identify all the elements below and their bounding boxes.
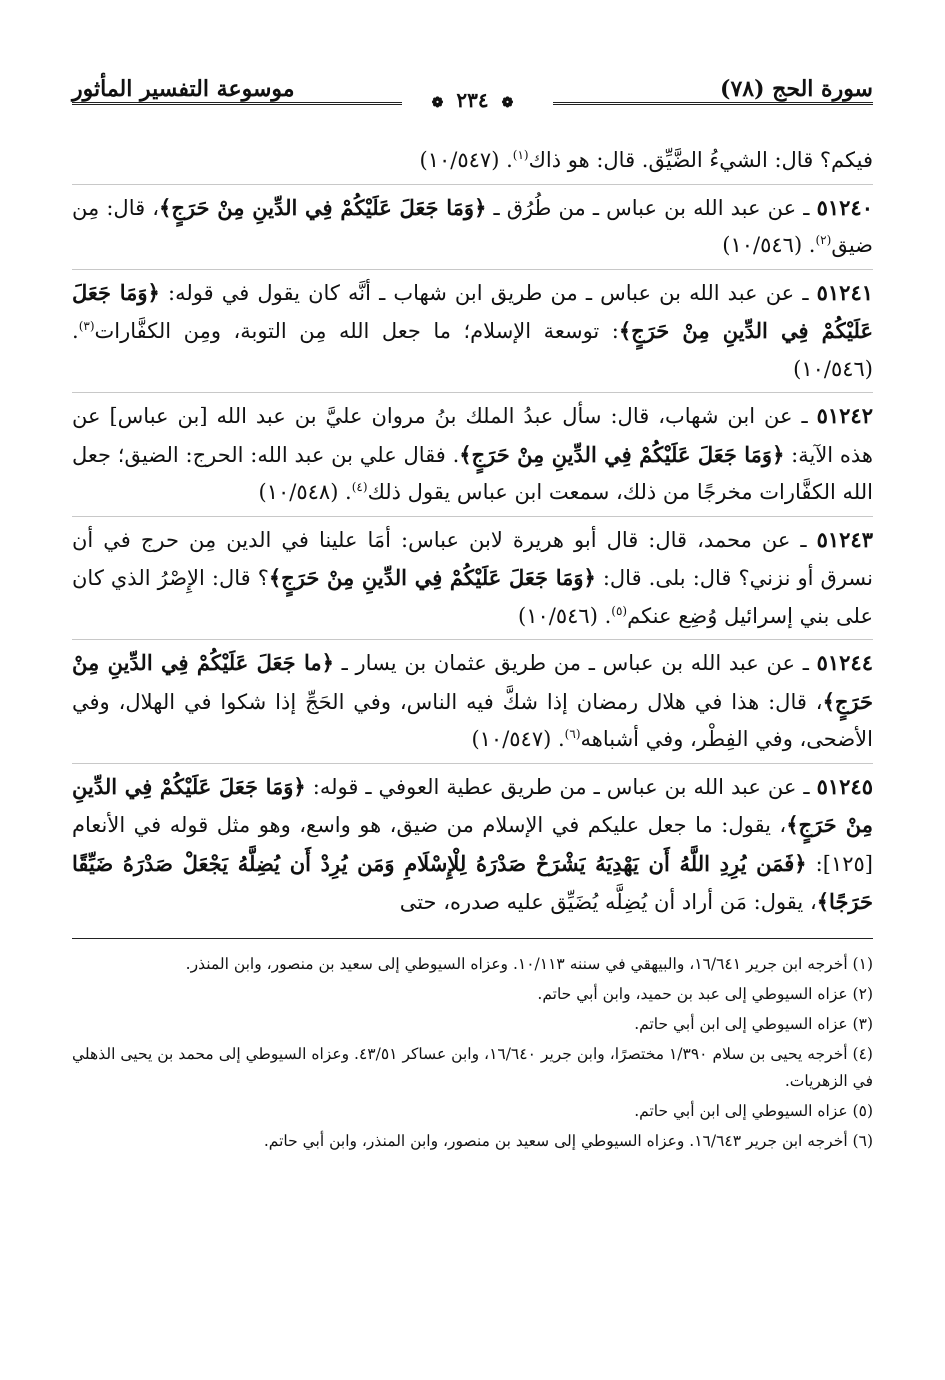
text-entry: [72, 644, 873, 764]
footnote: (٦) أخرجه ابن جرير ١٦/٦٤٣. وعزاه السيوطي إلى سعيد بن منصور، وابن المنذر، وابن أبي حاتم.: [263, 1131, 873, 1150]
entry-text: . فقال علي بن عبد الله: الحرج: الضيق؛ جعل الله الكفَّارات مخرجًا من ذلك، سمعت ابن عباس يقول ذلك: [72, 442, 873, 504]
entry-text: : توسعة الإسلام؛ ما جعل الله مِن التوبة، ومِن الكفَّارات: [94, 319, 619, 343]
header-rule-left: [72, 102, 402, 105]
citation: . (١٠/٥٤٦): [722, 233, 816, 257]
citation: . (١٠/٥٤٦): [72, 319, 873, 381]
footnote-divider: [72, 938, 873, 939]
citation: . (١٠/٥٤٦): [518, 603, 612, 628]
quran-verse: ﴿وَمَا جَعَلَ عَلَيْكُمْ فِي الدِّينِ مِنْ حَرَجٍ﴾: [459, 441, 785, 467]
main-text: [72, 142, 873, 926]
footnote: (٤) أخرجه يحيى بن سلام ١/٣٩٠ مختصرًا، وابن جرير ١٦/٦٤٠، وابن عساكر ٤٣/٥١. وعزاه السيوطي إلى محمد بن يحيى الذهلي في الزهريات.: [72, 1044, 873, 1090]
text-entry: [72, 189, 873, 270]
entry-text: ـ عن عبد الله بن عباس ـ من طُرُق ـ: [486, 195, 817, 220]
entry-text: ـ عن محمد، قال: قال أبو هريرة لابن عباس: أمَا علينا في الدين مِن حرج في أن نسرق أو نزني؟ قال: بلى. قال:: [72, 527, 873, 590]
entry-text: ، يقول: ما جعل عليكم في الإسلام من ضيق، هو واسع، وهو مثل قوله في الأنعام [١٢٥]:: [72, 813, 873, 876]
text-entry: [72, 768, 873, 926]
page-number: ٢٣٤: [456, 88, 489, 112]
ornament-icon: ❁: [431, 95, 444, 111]
quran-verse: ﴿ما جَعَلَ عَلَيْكُمْ فِي الدِّينِ مِنْ حَرَجٍ﴾: [72, 650, 873, 714]
entry-number: ٥١٢٤١: [816, 279, 874, 305]
footnote: (٣) عزاه السيوطي إلى ابن أبي حاتم.: [634, 1014, 873, 1033]
footnote-ref: (١): [512, 148, 529, 162]
text-entry: [72, 397, 873, 517]
footnote-ref: (٥): [611, 603, 628, 618]
text-entry: [72, 521, 873, 641]
entry-number: ٥١٢٤٠: [816, 194, 873, 220]
footnotes: [72, 951, 873, 1155]
entry-text: فيكم؟ قال: الشيءُ الضَّيِّق. قال: هو ذاك: [528, 148, 873, 172]
quran-verse: ﴿وَمَا جَعَلَ عَلَيْكُمْ فِي الدِّينِ مِنْ حَرَجٍ﴾: [268, 565, 596, 590]
footnote: (٢) عزاه السيوطي إلى عبد بن حميد، وابن أبي حاتم.: [537, 984, 873, 1003]
entry-number: ٥١٢٤٢: [816, 403, 873, 428]
quran-verse: ﴿فَمَن يُرِدِ اللَّهُ أَن يَهْدِيَهُ يَشْرَحْ صَدْرَهُ لِلْإِسْلَامِ وَمَن يُرِدْ أَن يُضِلَّهُ يَجْعَلْ صَدْرَهُ ضَيِّقًا حَرَجًا﴾: [72, 850, 873, 914]
entry-text: ـ عن عبد الله بن عباس ـ من طريق ابن شهاب ـ أنَّه كان يقول في قوله:: [159, 280, 817, 305]
citation: . (١٠/٥٤٧): [419, 148, 513, 172]
entry-text: ـ عن ابن شهاب، قال: سأل عبدُ الملك بنُ مروان عليَّ بن عبد الله [بن عباس] عن هذه الآية:: [72, 404, 873, 467]
footnote-ref: (٤): [351, 480, 368, 494]
footnote: (١) أخرجه ابن جرير ١٦/٦٤١، والبيهقي في سننه ١٠/١١٣. وعزاه السيوطي إلى سعيد بن منصور، وابن المنذر.: [185, 954, 873, 973]
quran-verse: ﴿وَمَا جَعَلَ عَلَيْكُمْ فِي الدِّينِ مِنْ حَرَجٍ﴾: [159, 194, 487, 220]
footnote-ref: (٢): [815, 233, 832, 247]
book-title: موسوعة التفسير المأثور: [72, 76, 295, 102]
footnote-ref: (٦): [564, 727, 581, 741]
entry-text: ـ عن عبد الله بن عباس ـ من طريق عثمان بن يسار ـ: [333, 651, 817, 675]
surah-title: سورة الحج (٧٨): [720, 76, 873, 102]
quran-verse: ﴿وَمَا جَعَلَ عَلَيْكُمْ فِي الدِّينِ مِنْ حَرَجٍ﴾: [72, 773, 873, 837]
text-entry: [72, 274, 873, 394]
citation: . (١٠/٥٤٧): [471, 727, 565, 751]
running-header: [72, 72, 873, 120]
entry-number: ٥١٢٤٣: [816, 526, 873, 552]
entry-number: ٥١٢٤٥: [816, 773, 873, 799]
ornament-icon: ❁: [501, 95, 514, 111]
entry-text: ـ عن عبد الله بن عباس ـ من طريق عطية العوفي ـ قوله:: [305, 774, 817, 799]
entry-text: ، قال: هذا في هلال رمضان إذا شكَّ فيه الناس، وفي الحَجِّ إذا شكوا في الهلال، وفي الأضحى، وفي الفِطْر، وفي أشباهه: [72, 689, 873, 751]
quran-verse: ﴿وَمَا جَعَلَ عَلَيْكُمْ فِي الدِّينِ مِنْ حَرَجٍ﴾: [72, 279, 873, 343]
footnote: (٥) عزاه السيوطي إلى ابن أبي حاتم.: [634, 1101, 873, 1120]
entry-number: ٥١٢٤٤: [816, 650, 873, 675]
footnote-ref: (٣): [78, 319, 95, 333]
text-entry: [72, 142, 873, 185]
citation: . (١٠/٥٤٨): [258, 480, 352, 504]
entry-text: ؟ قال: الإِصْرُ الذي كان على بني إسرائيل وُضِع عنكم: [72, 566, 873, 628]
entry-text: ، قال: مِن ضيق: [72, 195, 873, 257]
entry-text: ، يقول: مَن أراد أن يُضِلَّه يُضَيِّق عليه صدره، حتى: [399, 890, 817, 914]
